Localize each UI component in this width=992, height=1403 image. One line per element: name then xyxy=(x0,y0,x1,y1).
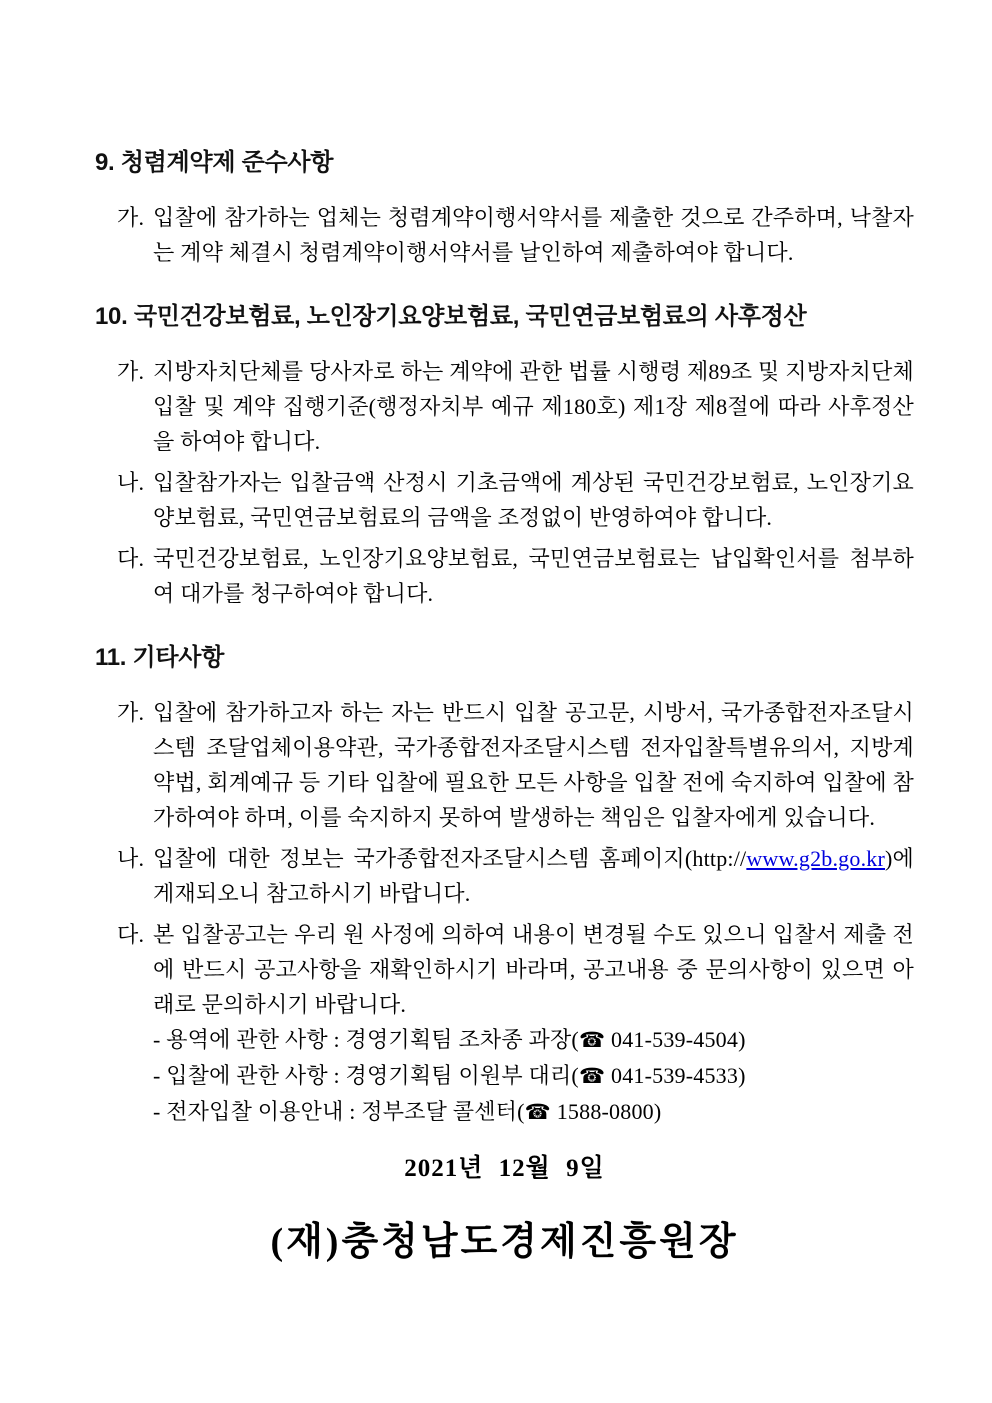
section-10-heading: 10. 국민건강보험료, 노인장기요양보험료, 국민연금보험료의 사후정산 xyxy=(95,303,807,330)
item-marker: 나. xyxy=(117,470,145,495)
list-item xyxy=(95,917,914,1130)
item-marker: 가. xyxy=(117,205,145,230)
item-text: 입찰참가자는 입찰금액 산정시 기초금액에 계상된 국민건강보험료, 노인장기요양보험료, 국민연금보험료의 금액을 조정없이 반영하여야 합니다. xyxy=(153,470,914,530)
list-item xyxy=(95,354,914,459)
section-9 xyxy=(95,146,914,270)
list-item xyxy=(95,200,914,270)
item-marker: 다. xyxy=(117,546,145,571)
item-marker: 나. xyxy=(117,846,145,871)
item-marker: 다. xyxy=(117,922,145,947)
contact-phone: 1588-0800) xyxy=(551,1099,662,1124)
contact-phone: 041-539-4504) xyxy=(605,1027,746,1052)
section-9-heading: 9. 청렴계약제 준수사항 xyxy=(95,149,334,176)
item-text xyxy=(153,917,914,1130)
list-item xyxy=(95,465,914,535)
item-marker: 가. xyxy=(117,359,145,384)
item-text xyxy=(153,841,914,911)
list-item xyxy=(95,695,914,835)
item-marker: 가. xyxy=(117,700,145,725)
link-before-text: 입찰에 대한 정보는 국가종합전자조달시스템 홈페이지(http:// xyxy=(153,846,747,871)
section-11 xyxy=(95,641,914,1130)
phone-icon: ☎ xyxy=(578,1064,606,1088)
contact-text: - 입찰에 관한 사항 : 경영기획팀 이원부 대리( xyxy=(153,1063,579,1088)
contact-text: - 용역에 관한 사항 : 경영기획팀 조차종 과장( xyxy=(153,1027,579,1052)
phone-icon: ☎ xyxy=(524,1100,552,1124)
date-line: 2021년 12월 9일 xyxy=(404,1155,605,1182)
g2b-link[interactable]: www.g2b.go.kr xyxy=(746,846,886,871)
contact-phone: 041-539-4533) xyxy=(605,1063,746,1088)
item-text: 국민건강보험료, 노인장기요양보험료, 국민연금보험료는 납입확인서를 첨부하여 대가를 청구하여야 합니다. xyxy=(153,546,914,606)
link-after-text: )에 게재되오니 참고하시기 바랍니다. xyxy=(153,846,914,906)
list-item xyxy=(95,541,914,611)
signature-line: (재)충청남도경제진흥원장 xyxy=(270,1221,739,1263)
section-11-heading: 11. 기타사항 xyxy=(95,644,225,671)
section-10 xyxy=(95,300,914,611)
item-text: 지방자치단체를 당사자로 하는 계약에 관한 법률 시행령 제89조 및 지방자치단체 입찰 및 계약 집행기준(행정자치부 예규 제180호) 제1장 제8절에 따라 사후정산을 하여야 합니다. xyxy=(153,359,914,454)
phone-icon: ☎ xyxy=(578,1028,606,1052)
item-text: 입찰에 참가하고자 하는 자는 반드시 입찰 공고문, 시방서, 국가종합전자조달시스템 조달업체이용약관, 국가종합전자조달시스템 전자입찰특별유의서, 지방계약법, 회계예규 등 기타 입찰에 필요한 모든 사항을 입찰 전에 숙지하여 입찰에 참가하여야 하며, 이를 숙지하지 못하여 발생하는 책임은 입찰자에게 있습니다. xyxy=(153,700,914,830)
list-item xyxy=(95,841,914,911)
contact-text: - 전자입찰 이용안내 : 정부조달 콜센터( xyxy=(153,1099,525,1124)
contact-line xyxy=(153,1022,914,1058)
contact-line xyxy=(153,1094,914,1130)
item-paragraph: 본 입찰공고는 우리 원 사정에 의하여 내용이 변경될 수도 있으니 입찰서 제출 전에 반드시 공고사항을 재확인하시기 바라며, 공고내용 중 문의사항이 있으면 아래로 문의하시기 바랍니다. xyxy=(153,922,914,1017)
item-text: 입찰에 참가하는 업체는 청렴계약이행서약서를 제출한 것으로 간주하며, 낙찰자는 계약 체결시 청렴계약이행서약서를 날인하여 제출하여야 합니다. xyxy=(153,205,914,265)
contact-line xyxy=(153,1058,914,1094)
